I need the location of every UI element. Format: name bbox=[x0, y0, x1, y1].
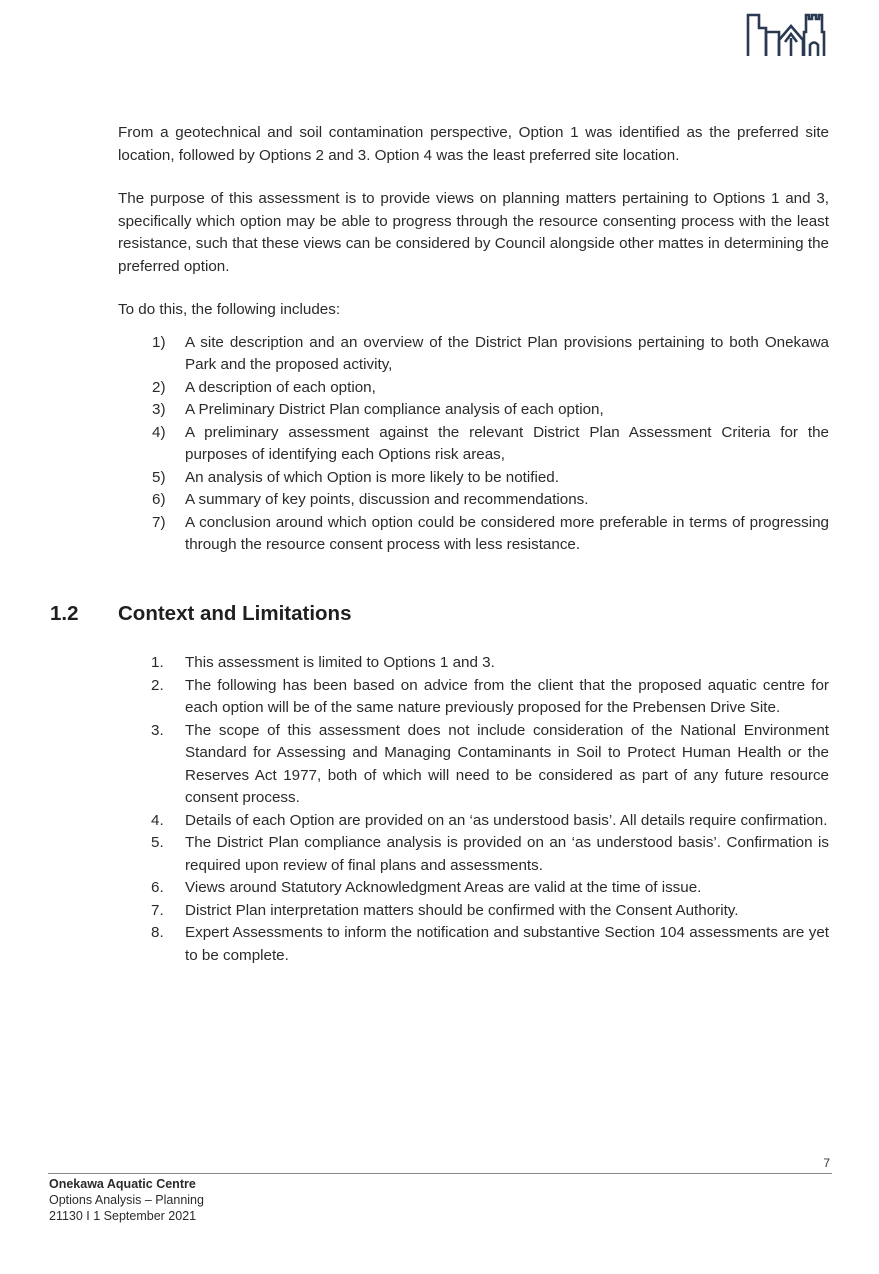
intro-paragraph-1: From a geotechnical and soil contamination perspective, Option 1 was identified as the preferred site location, followed by Options 2 and 3. Option 4 was the least preferred site location. bbox=[118, 124, 829, 164]
intro-paragraph-2: The purpose of this assessment is to provide views on planning matters pertaining to Options 1 and 3, specifically which option may be able to progress through the resource consenting process with the least resistance, such that these views can be considered by Council alongside other mattes in determining the preferred option. bbox=[118, 190, 829, 275]
list-item-text: A description of each option, bbox=[185, 378, 376, 396]
list-item bbox=[118, 675, 829, 720]
list-item-text: A summary of key points, discussion and recommendations. bbox=[185, 491, 589, 508]
list-item bbox=[118, 489, 829, 512]
list-item-number: 6. bbox=[151, 879, 164, 896]
section-number: 1.2 bbox=[50, 602, 79, 625]
list-item-text: A preliminary assessment against the relevant District Plan Assessment Criteria for the purposes of identifying each Options risk areas, bbox=[185, 423, 829, 463]
list-item bbox=[118, 922, 829, 967]
footer-subtitle: Options Analysis – Planning bbox=[49, 1193, 204, 1207]
list-item-number: 2) bbox=[152, 378, 166, 396]
list-item-number: 5) bbox=[152, 468, 166, 486]
list-item-text: This assessment is limited to Options 1 and 3. bbox=[185, 654, 495, 671]
list-item-text: Views around Statutory Acknowledgment Areas are valid at the time of issue. bbox=[185, 879, 702, 896]
list-item-number: 4. bbox=[151, 811, 164, 829]
footer bbox=[49, 1176, 204, 1224]
list-item-number: 1) bbox=[152, 333, 166, 351]
list-item-text: An analysis of which Option is more likely to be notified. bbox=[185, 468, 559, 486]
footer-title: Onekawa Aquatic Centre bbox=[49, 1177, 196, 1191]
page-number: 7 bbox=[823, 1156, 830, 1170]
limitations-section bbox=[118, 652, 829, 967]
list-item-number: 7. bbox=[151, 901, 164, 919]
list-item-text: Expert Assessments to inform the notification and substantive Section 104 assessments are yet to be complete. bbox=[185, 924, 829, 964]
list-item bbox=[118, 377, 829, 400]
list-item bbox=[118, 467, 829, 490]
list-item bbox=[118, 810, 829, 833]
list-item bbox=[118, 832, 829, 877]
list-item bbox=[118, 399, 829, 422]
list-item-text: Details of each Option are provided on an ‘as understood basis’. All details require confirmation. bbox=[185, 811, 828, 829]
list-item-number: 4) bbox=[152, 423, 166, 441]
list-item bbox=[118, 877, 829, 900]
includes-list bbox=[118, 332, 829, 557]
list-item-text: The following has been based on advice from the client that the proposed aquatic centre for each option will be of the same nature previously proposed for the Prebensen Drive Site. bbox=[185, 676, 829, 716]
list-item-number: 8. bbox=[151, 924, 164, 941]
list-item-number: 6) bbox=[152, 491, 166, 508]
list-item-text: The scope of this assessment does not include consideration of the National Environment Standard for Assessing and Managing Contaminants in Soil to Protect Human Health or the Reserves Act 1977, both of which will need to be considered as part of any future resource consent process. bbox=[185, 721, 829, 806]
list-item bbox=[118, 422, 829, 467]
intro-section bbox=[118, 122, 829, 557]
list-item-number: 2. bbox=[151, 676, 164, 694]
list-item-text: A conclusion around which option could be considered more preferable in terms of progressing through the resource consent process with less resistance. bbox=[185, 513, 829, 553]
list-item bbox=[118, 900, 829, 923]
limitations-list bbox=[118, 652, 829, 967]
list-item-number: 3) bbox=[152, 401, 166, 418]
list-item-text: District Plan interpretation matters should be confirmed with the Consent Authority. bbox=[185, 901, 739, 919]
firm-logo-icon bbox=[746, 12, 828, 58]
list-item bbox=[118, 332, 829, 377]
intro-paragraph-3: To do this, the following includes: bbox=[118, 301, 341, 318]
section-title: Context and Limitations bbox=[118, 602, 352, 625]
footer-divider bbox=[48, 1173, 832, 1174]
footer-reference: 21130 I 1 September 2021 bbox=[49, 1209, 197, 1223]
list-item bbox=[118, 720, 829, 810]
list-item bbox=[118, 652, 829, 675]
list-item-text: A Preliminary District Plan compliance analysis of each option, bbox=[185, 401, 604, 418]
list-item-text: A site description and an overview of the District Plan provisions pertaining to both Onekawa Park and the proposed activity, bbox=[185, 333, 829, 373]
list-item-number: 7) bbox=[152, 513, 166, 531]
list-item-text: The District Plan compliance analysis is provided on an ‘as understood basis’. Confirmation is required upon review of final plans and assessments. bbox=[185, 834, 829, 874]
list-item-number: 5. bbox=[151, 834, 164, 851]
list-item-number: 3. bbox=[151, 721, 164, 739]
list-item bbox=[118, 512, 829, 557]
list-item-number: 1. bbox=[151, 654, 164, 671]
